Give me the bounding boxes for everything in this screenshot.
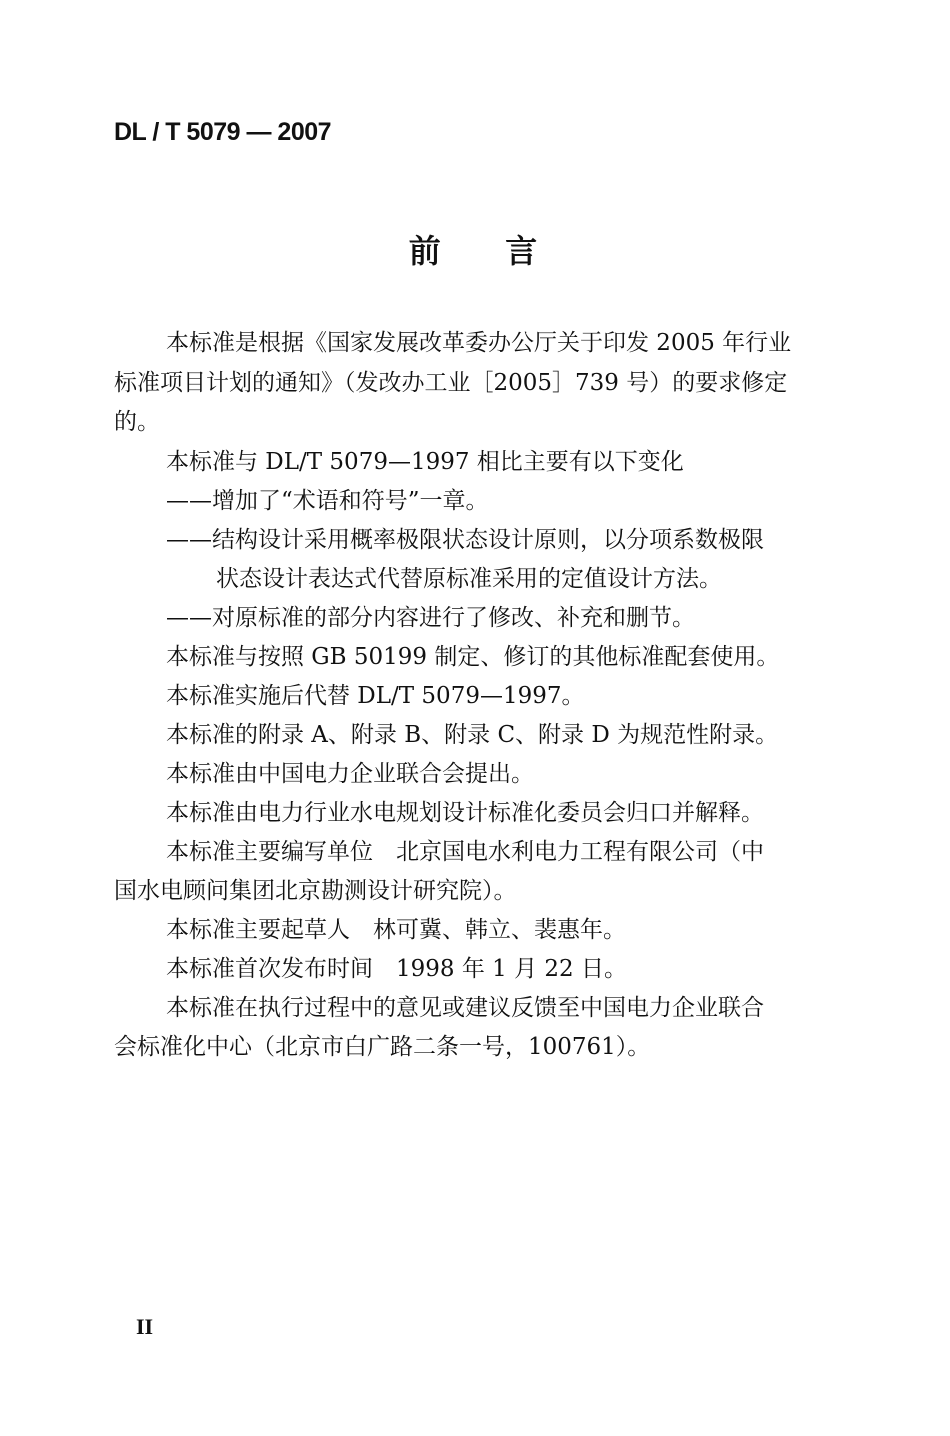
page-title: 前 言 [408,232,542,270]
paragraph-line: 国水电顾问集团北京勘测设计研究院）。 [114,878,517,904]
paragraph-line: 本标准主要编写单位 北京国电水利电力工程有限公司（中 [166,839,764,865]
paragraph-line: 本标准由中国电力企业联合会提出。 [166,761,534,787]
paragraph-line: 本标准的附录 A、附录 B、附录 C、附录 D 为规范性附录。 [166,722,779,748]
paragraph-line: 本标准实施后代替 DL/T 5079—1997。 [166,683,585,709]
paragraph-line: 本标准主要起草人 林可冀、韩立、裴惠年。 [166,917,626,943]
list-item: ——增加了“术语和符号”一章。 [166,488,489,514]
list-item: ——对原标准的部分内容进行了修改、补充和删节。 [166,605,695,631]
page-number: II [136,1314,154,1339]
paragraph-line: 会标准化中心（北京市白广路二条一号，100761）。 [114,1034,651,1060]
paragraph-line: 本标准由电力行业水电规划设计标准化委员会归口并解释。 [166,800,764,826]
paragraph-line: 本标准首次发布时间 1998 年 1 月 22 日。 [166,956,627,982]
paragraph-line: 标准项目计划的通知》（发改办工业［2005］739 号）的要求修定 [114,370,788,396]
paragraph-line: 本标准在执行过程中的意见或建议反馈至中国电力企业联合 [166,995,764,1021]
paragraph-line: 本标准是根据《国家发展改革委办公厅关于印发 2005 年行业 [166,330,792,356]
paragraph-line: 本标准与 DL/T 5079—1997 相比主要有以下变化 [166,449,684,475]
list-item-continuation: 状态设计表达式代替原标准采用的定值设计方法。 [216,566,722,592]
paragraph-line: 本标准与按照 GB 50199 制定、修订的其他标准配套使用。 [166,644,780,670]
paragraph-line: 的。 [114,409,160,435]
list-item: ——结构设计采用概率极限状态设计原则，以分项系数极限 [166,527,764,553]
standard-code: DL / T 5079 — 2007 [114,118,332,146]
